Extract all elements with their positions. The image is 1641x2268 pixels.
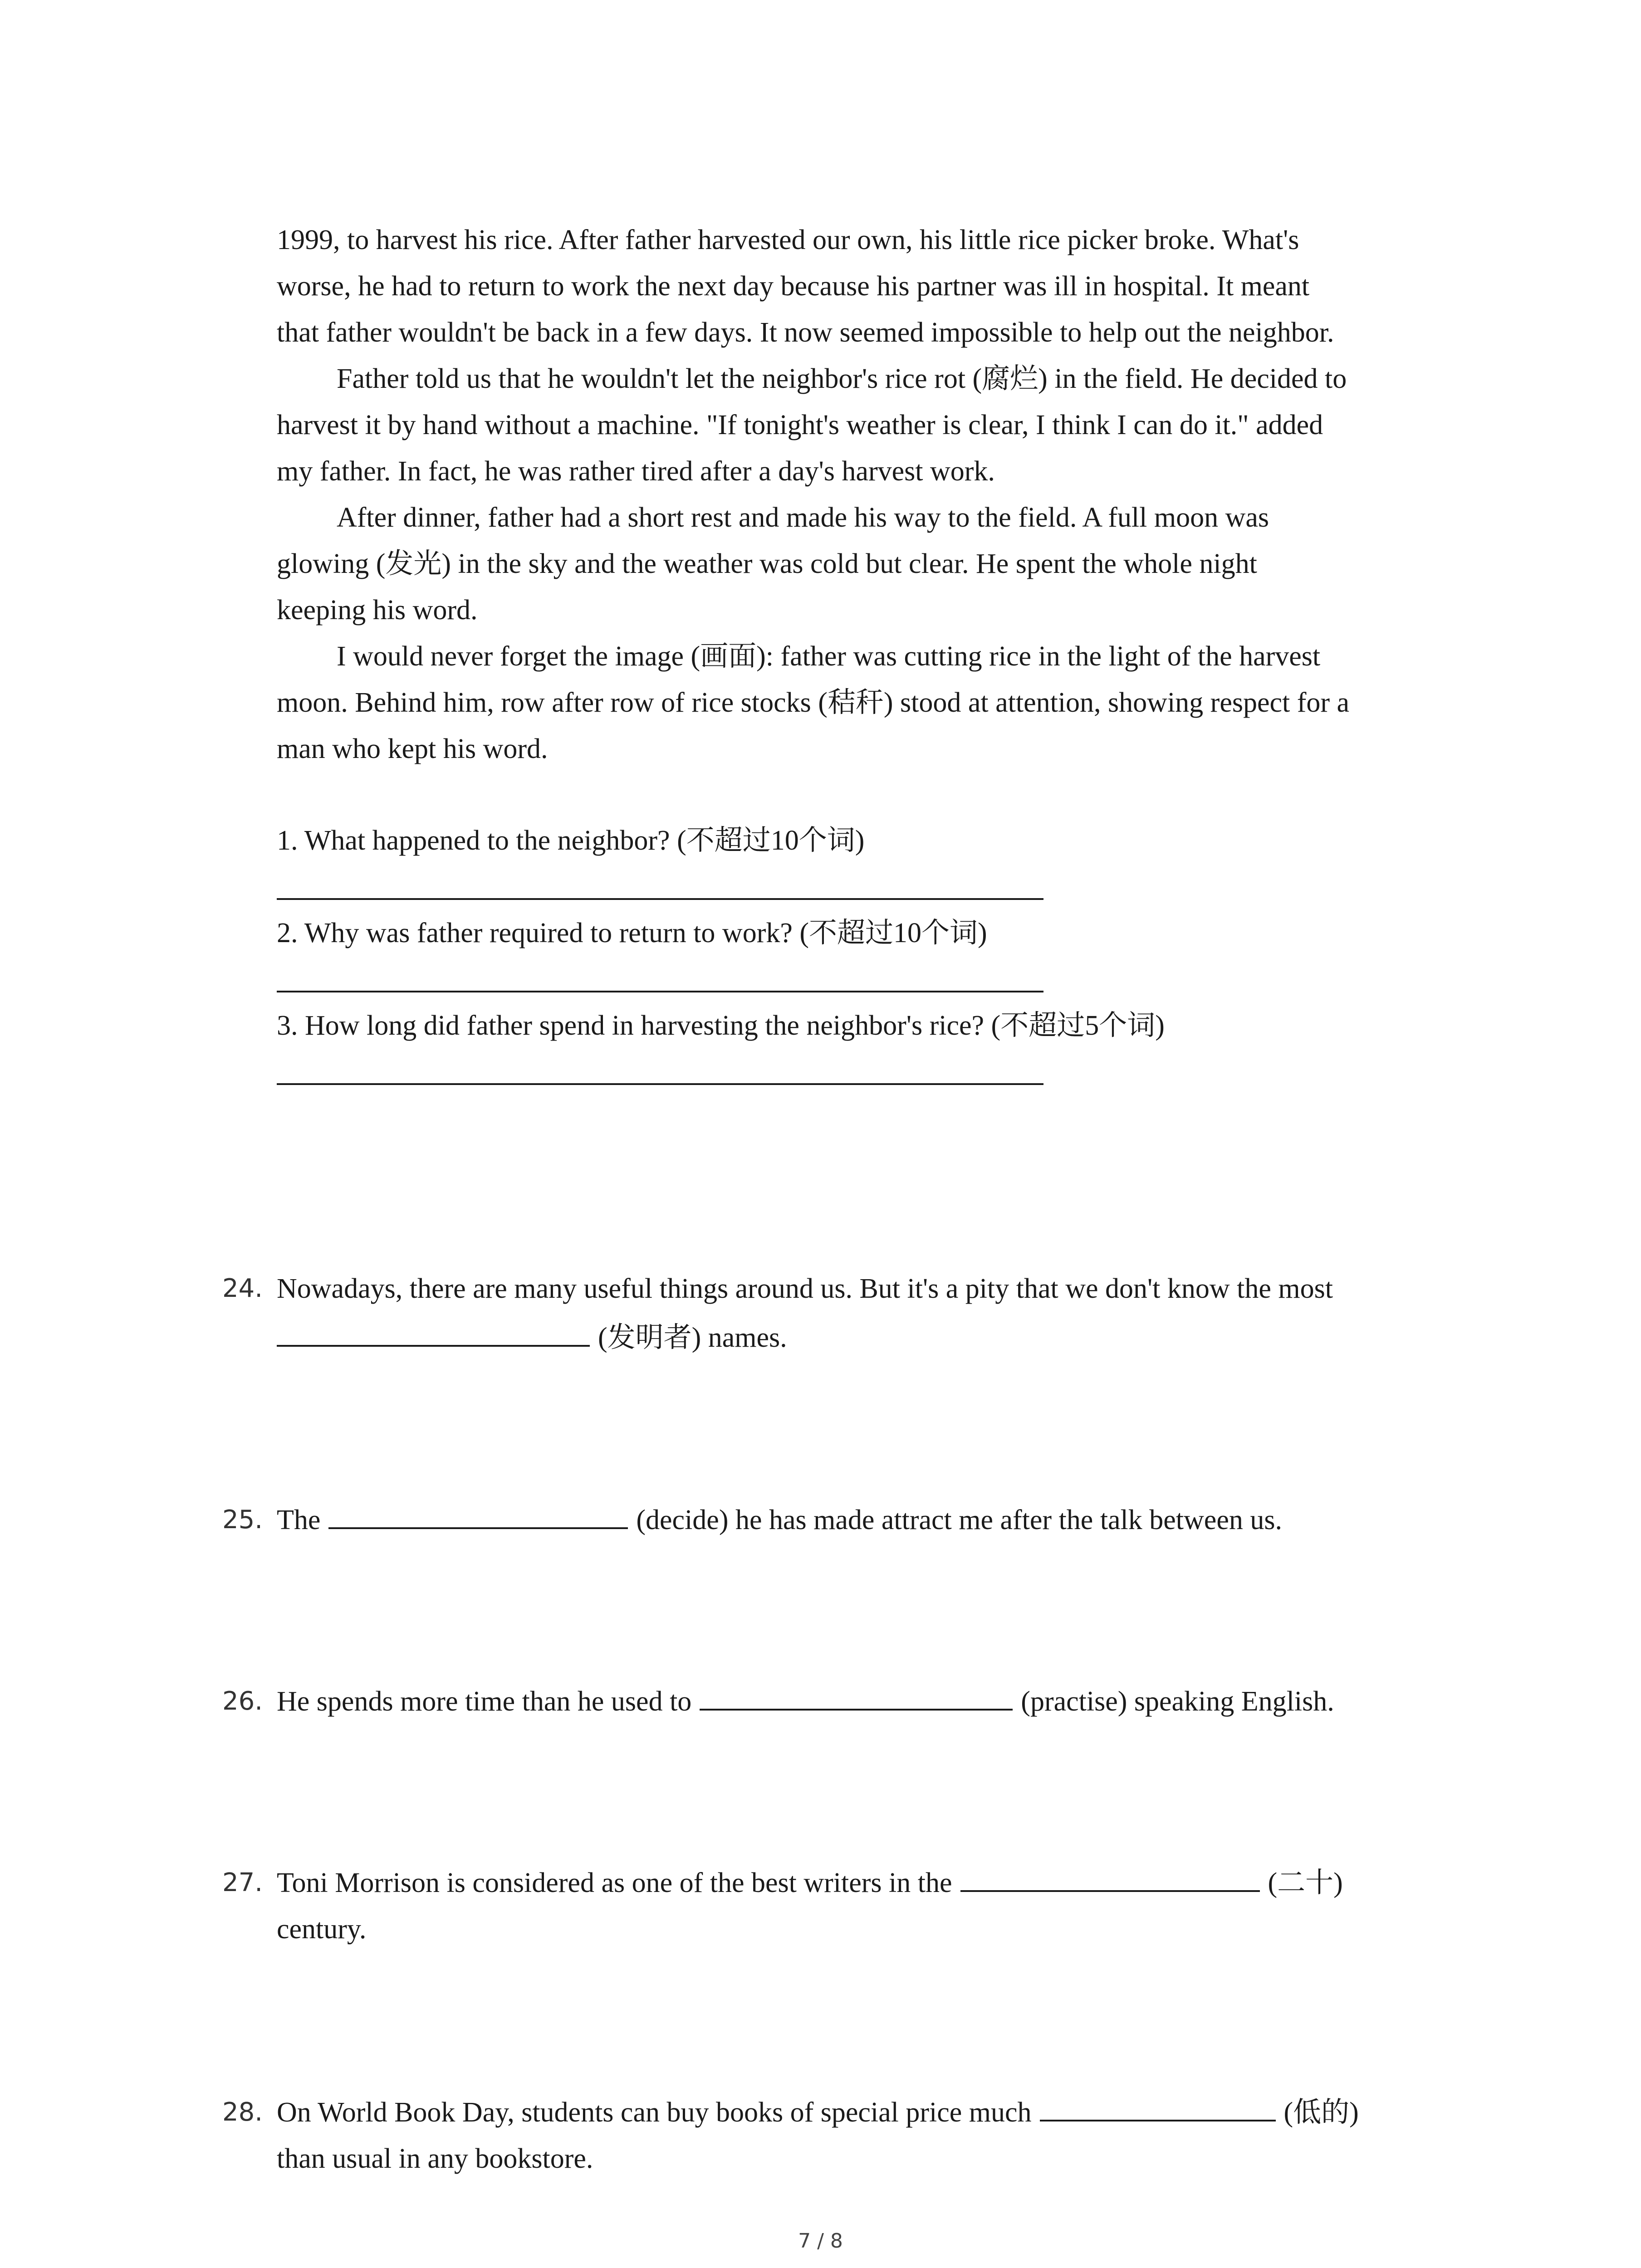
answer-line-1[interactable] — [277, 898, 1043, 900]
passage-line: Father told us that he wouldn't let the neighbor's rice rot (腐烂) in the field. He decided to — [337, 363, 1347, 394]
question-28-line2: than usual in any bookstore. — [277, 2143, 593, 2174]
passage-line: worse, he had to return to work the next day because his partner was ill in hospital. It meant — [277, 271, 1310, 302]
passage-line: I would never forget the image (画面): father was cutting rice in the light of the harvest — [337, 641, 1321, 672]
fill-blank-25[interactable] — [328, 1501, 628, 1529]
question-27-text: Toni Morrison is considered as one of the best writers in the (二十) — [277, 1860, 1343, 1906]
question-26-text: He spends more time than he used to (practise) speaking English. — [277, 1678, 1334, 1725]
question-24-text: Nowadays, there are many useful things around us. But it's a pity that we don't know the most — [277, 1273, 1333, 1304]
fill-blank-26[interactable] — [700, 1682, 1013, 1711]
page-number: 7 / 8 — [798, 2229, 843, 2253]
question-number: 25. — [222, 1505, 263, 1535]
passage-line: that father wouldn't be back in a few days. It now seemed impossible to help out the neighbor. — [277, 317, 1334, 348]
passage-line: harvest it by hand without a machine. "If tonight's weather is clear, I think I can do it." added — [277, 410, 1323, 440]
reading-question: 3. How long did father spend in harvesting the neighbor's rice? (不超过5个词) — [277, 1010, 1165, 1041]
question-number: 24. — [222, 1274, 263, 1303]
reading-question: 2. Why was father required to return to work? (不超过10个词) — [277, 918, 987, 948]
fill-blank-24[interactable] — [277, 1319, 590, 1347]
answer-line-3[interactable] — [277, 1083, 1043, 1085]
fill-blank-27[interactable] — [960, 1864, 1260, 1892]
passage-line: man who kept his word. — [277, 733, 548, 764]
question-27-line2: century. — [277, 1914, 367, 1945]
question-24-line2 — [277, 1315, 787, 1361]
question-number: 26. — [222, 1686, 263, 1716]
question-24-hint: (发明者) names. — [598, 1322, 787, 1353]
question-number: 28. — [222, 2097, 263, 2127]
passage-line: glowing (发光) in the sky and the weather was cold but clear. He spent the whole night — [277, 548, 1257, 579]
passage-line: moon. Behind him, row after row of rice stocks (秸秆) stood at attention, showing respect for a — [277, 687, 1350, 718]
reading-question: 1. What happened to the neighbor? (不超过10个词) — [277, 825, 865, 856]
passage-line: keeping his word. — [277, 595, 478, 626]
question-25-text: The (decide) he has made attract me after the talk between us. — [277, 1497, 1282, 1543]
passage-line: After dinner, father had a short rest and made his way to the field. A full moon was — [337, 502, 1269, 533]
question-number: 27. — [222, 1868, 263, 1897]
passage-line: my father. In fact, he was rather tired after a day's harvest work. — [277, 456, 995, 487]
question-28-text: On World Book Day, students can buy books of special price much (低的) — [277, 2089, 1359, 2136]
answer-line-2[interactable] — [277, 991, 1043, 992]
passage-line: 1999, to harvest his rice. After father harvested our own, his little rice picker broke. What's — [277, 225, 1299, 255]
fill-blank-28[interactable] — [1040, 2093, 1276, 2121]
